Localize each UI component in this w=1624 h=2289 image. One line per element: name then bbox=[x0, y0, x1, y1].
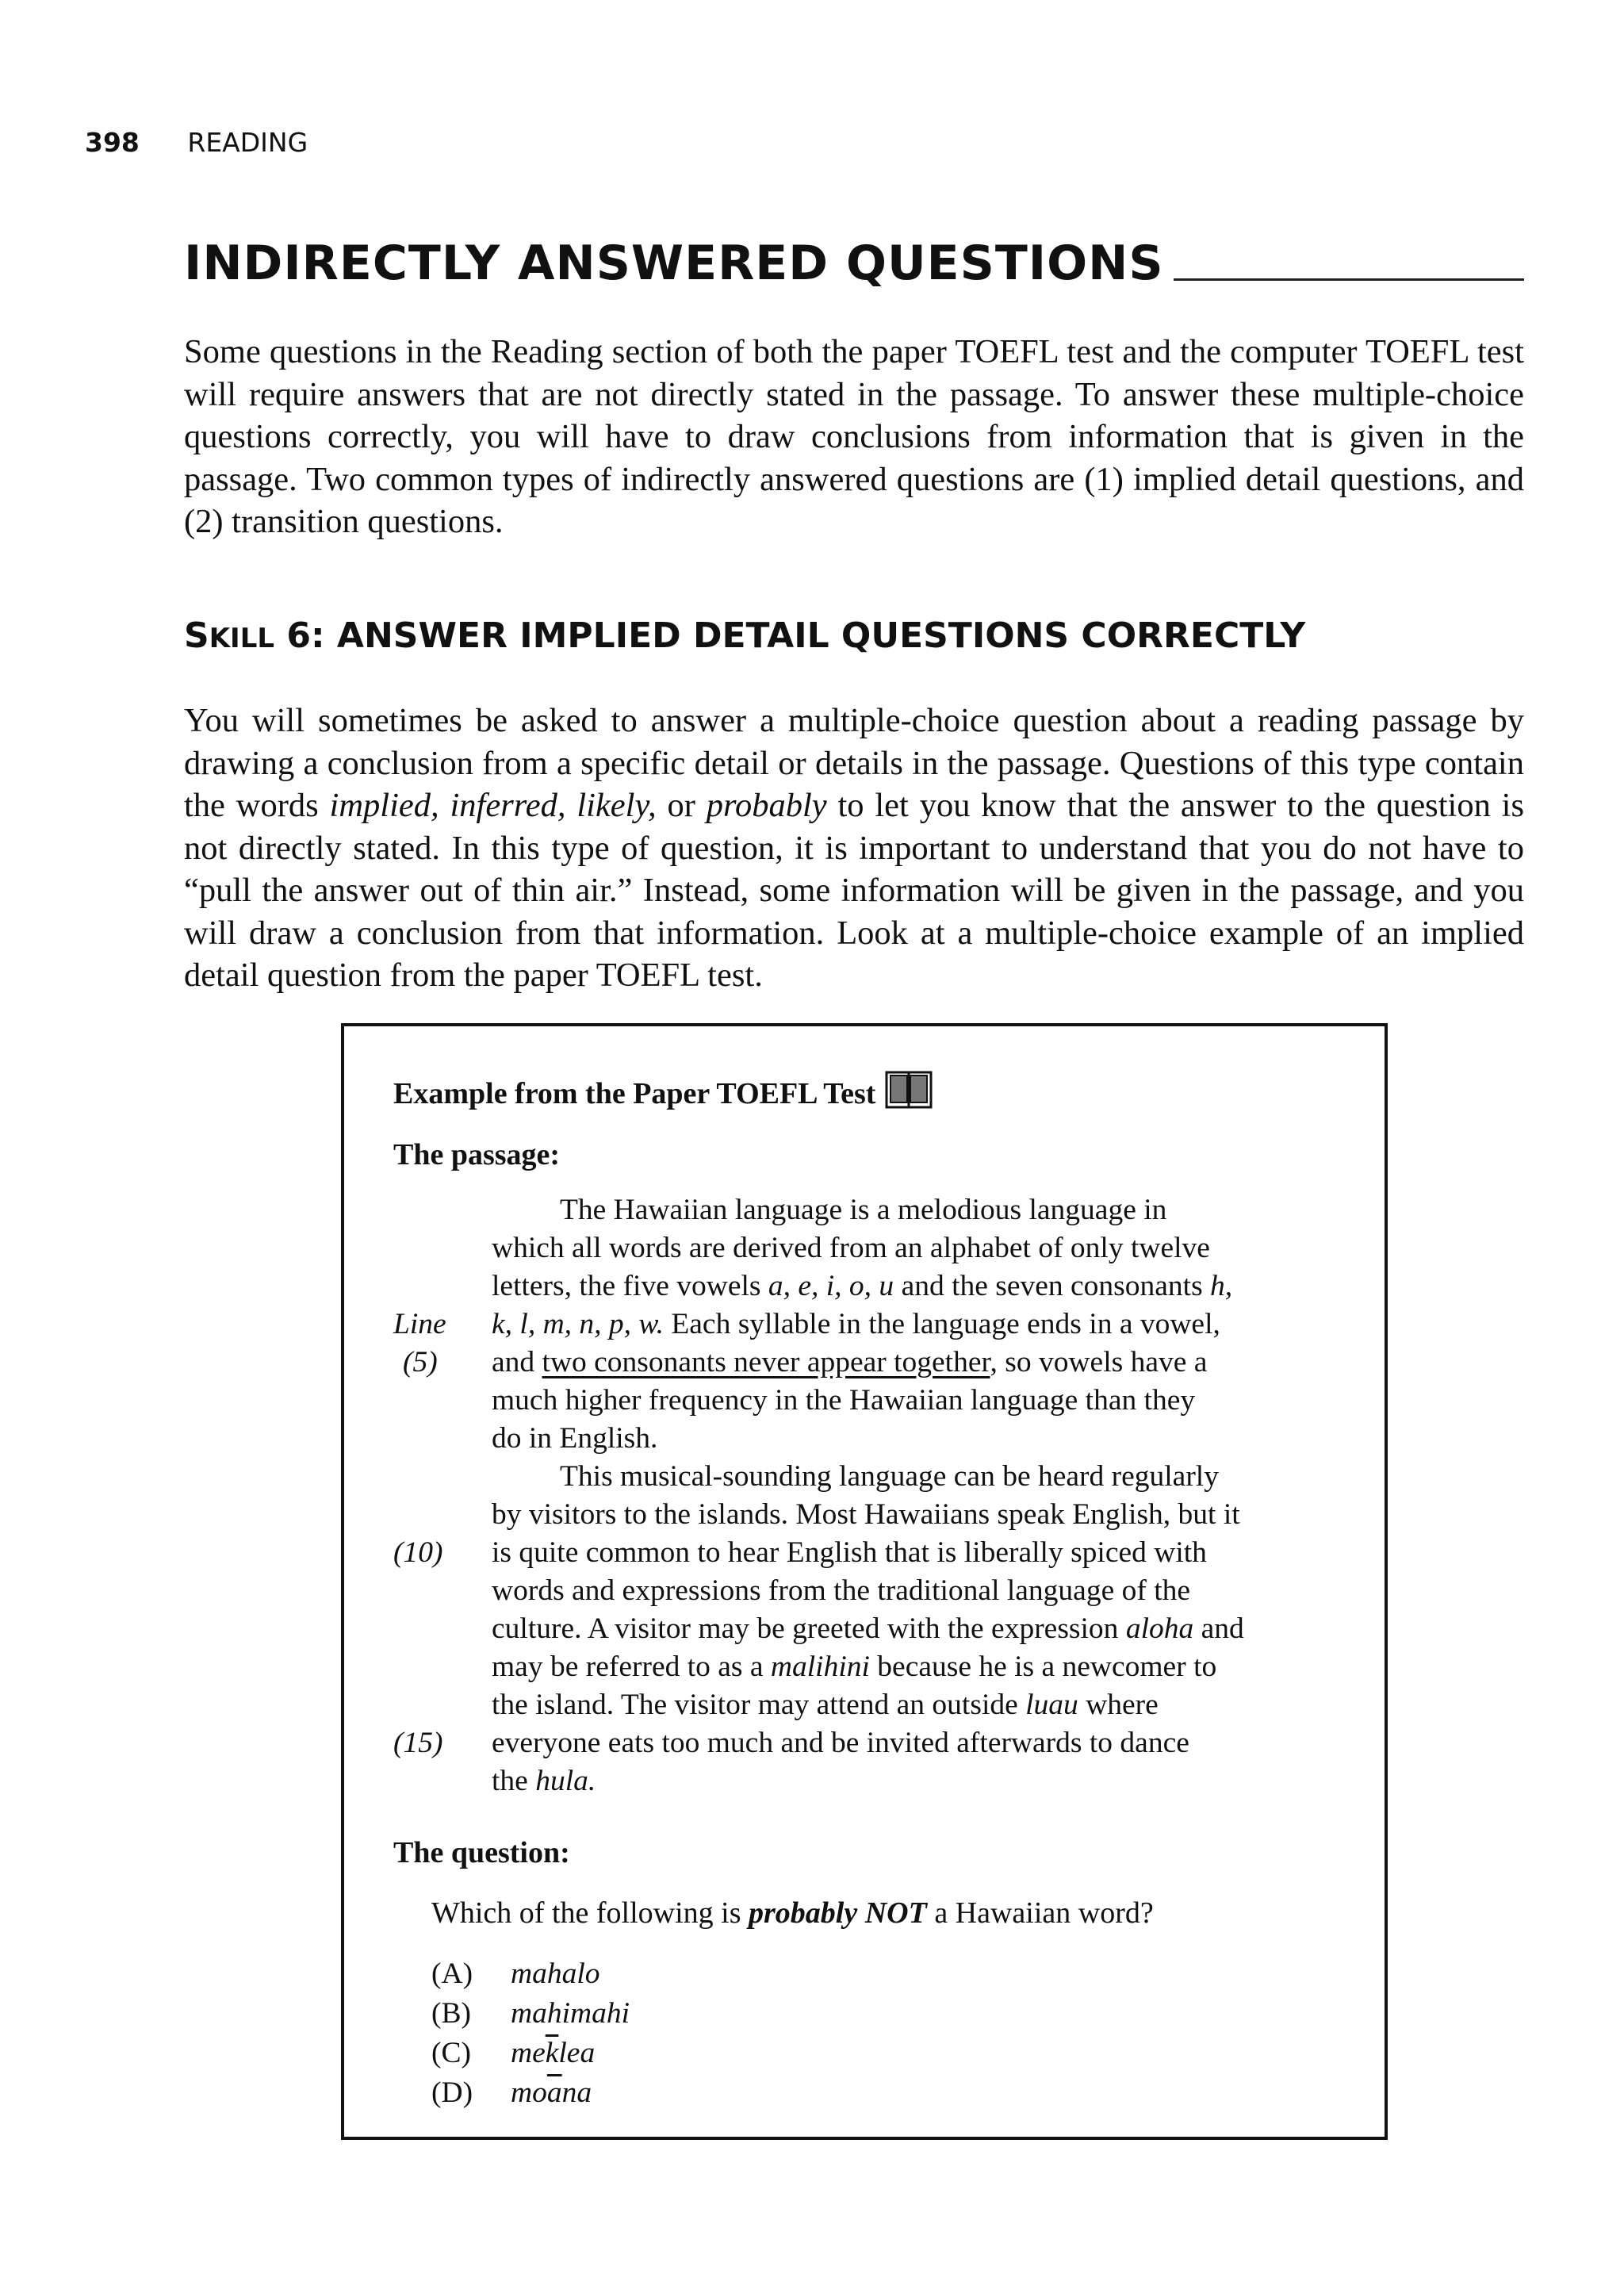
passage-line: is quite common to hear English that is liberally spiced with bbox=[492, 1536, 1207, 1569]
line-number: (15) bbox=[393, 1727, 443, 1759]
answer-option[interactable] bbox=[431, 1994, 630, 2034]
skill-prefix-initial: S bbox=[184, 615, 209, 656]
option-text: $mo\overline{a}na$ bbox=[511, 2076, 592, 2109]
answer-option[interactable] bbox=[431, 2034, 630, 2073]
passage-line: k, l, m, n, p, w. Each syllable in the language ends in a vowel, bbox=[492, 1308, 1220, 1340]
passage-line: letters, the five vowels a, e, i, o, u and the seven consonants h, bbox=[492, 1270, 1233, 1302]
passage-line: may be referred to as a malihini because he is a newcomer to bbox=[492, 1651, 1217, 1683]
option-text: mahalo bbox=[511, 1957, 600, 1990]
skill-para-part2: to let you know that the answer to the question is not directly stated. In this type of question, it is important to understand that you do not have to “pull the answer out of thin air.” Instead, some information will be given in the passage, and you will draw a conclusion from that information. Look at a multiple-choice example of an implied detail question from the paper TOEFL test. bbox=[184, 787, 1525, 994]
skill-paragraph bbox=[184, 700, 1524, 997]
open-book-icon bbox=[885, 1071, 933, 1117]
option-letter: (A) bbox=[431, 1957, 473, 1990]
question-text: Which of the following is probably NOT a Hawaiian word? bbox=[431, 1896, 1154, 1930]
answer-option[interactable] bbox=[431, 1954, 630, 1994]
skill-heading bbox=[184, 615, 1306, 656]
question-label: The question: bbox=[393, 1836, 570, 1869]
line-number: Line bbox=[393, 1308, 446, 1340]
passage-label: The passage: bbox=[393, 1138, 561, 1171]
example-box bbox=[341, 1023, 1388, 2140]
option-letter: (B) bbox=[431, 1997, 471, 2030]
heading-rule bbox=[1174, 278, 1524, 281]
line-number: (10) bbox=[393, 1536, 443, 1569]
passage-line: This musical-sounding language can be heard regularly bbox=[560, 1460, 1219, 1493]
skill-para-part1: You will sometimes be asked to answer a multiple-choice question about a reading passage by drawing a conclusion from a specific detail or details in the passage. Questions of this type contain the words bbox=[184, 702, 1524, 824]
keyword-probably: probably bbox=[706, 787, 827, 824]
option-letter: (D) bbox=[431, 2076, 473, 2109]
keyword-likely: likely, bbox=[576, 787, 657, 824]
option-text: $me\overline{k}lea$ bbox=[511, 2037, 596, 2069]
running-head bbox=[85, 127, 308, 158]
passage-line: the island. The visitor may attend an outside luau where bbox=[492, 1689, 1159, 1721]
passage-line: which all words are derived from an alphabet of only twelve bbox=[492, 1232, 1210, 1264]
passage-line: the hula. bbox=[492, 1765, 596, 1797]
passage-line: do in English. bbox=[492, 1422, 658, 1455]
keyword-inferred: inferred, bbox=[450, 787, 566, 824]
section-heading bbox=[184, 236, 1524, 291]
skill-prefix-rest: KILL bbox=[209, 623, 275, 654]
line-number: (5) bbox=[403, 1346, 438, 1378]
option-text: mahimahi bbox=[511, 1997, 630, 2030]
answer-option[interactable] bbox=[431, 2073, 630, 2113]
answer-options bbox=[431, 1954, 630, 2113]
example-title-text: Example from the Paper TOEFL Test bbox=[393, 1077, 876, 1110]
page-number: 398 bbox=[85, 127, 140, 158]
passage-line: by visitors to the islands. Most Hawaiians speak English, but it bbox=[492, 1498, 1240, 1531]
passage-line: The Hawaiian language is a melodious language in bbox=[560, 1194, 1167, 1226]
option-letter: (C) bbox=[431, 2037, 471, 2069]
passage-line: much higher frequency in the Hawaiian language than they bbox=[492, 1384, 1196, 1417]
or-word: or bbox=[656, 787, 707, 824]
example-title bbox=[393, 1071, 933, 1117]
intro-paragraph: Some questions in the Reading section of both the paper TOEFL test and the computer TOEFL test will require answers that are not directly stated in the passage. To answer these multiple-choice questions correctly, you will have to draw conclusions from information that is given in the passage. Two common types of indirectly answered questions are (1) implied detail questions, and (2) transition questions. bbox=[184, 333, 1524, 540]
passage-line: words and expressions from the traditional language of the bbox=[492, 1574, 1191, 1607]
section-heading-text: INDIRECTLY ANSWERED QUESTIONS bbox=[184, 236, 1164, 291]
reading-passage bbox=[393, 1191, 1369, 1800]
passage-line: and two consonants never appear together, so vowels have a bbox=[492, 1346, 1208, 1378]
passage-line: culture. A visitor may be greeted with the expression aloha and bbox=[492, 1612, 1244, 1645]
passage-line: everyone eats too much and be invited afterwards to dance bbox=[492, 1727, 1189, 1759]
underlined-phrase: two consonants never appear together bbox=[542, 1346, 990, 1378]
keyword-implied: implied, bbox=[329, 787, 439, 824]
skill-number: 6: bbox=[286, 615, 325, 656]
section-name: READING bbox=[187, 127, 308, 158]
skill-title: ANSWER IMPLIED DETAIL QUESTIONS CORRECTLY bbox=[336, 615, 1306, 656]
